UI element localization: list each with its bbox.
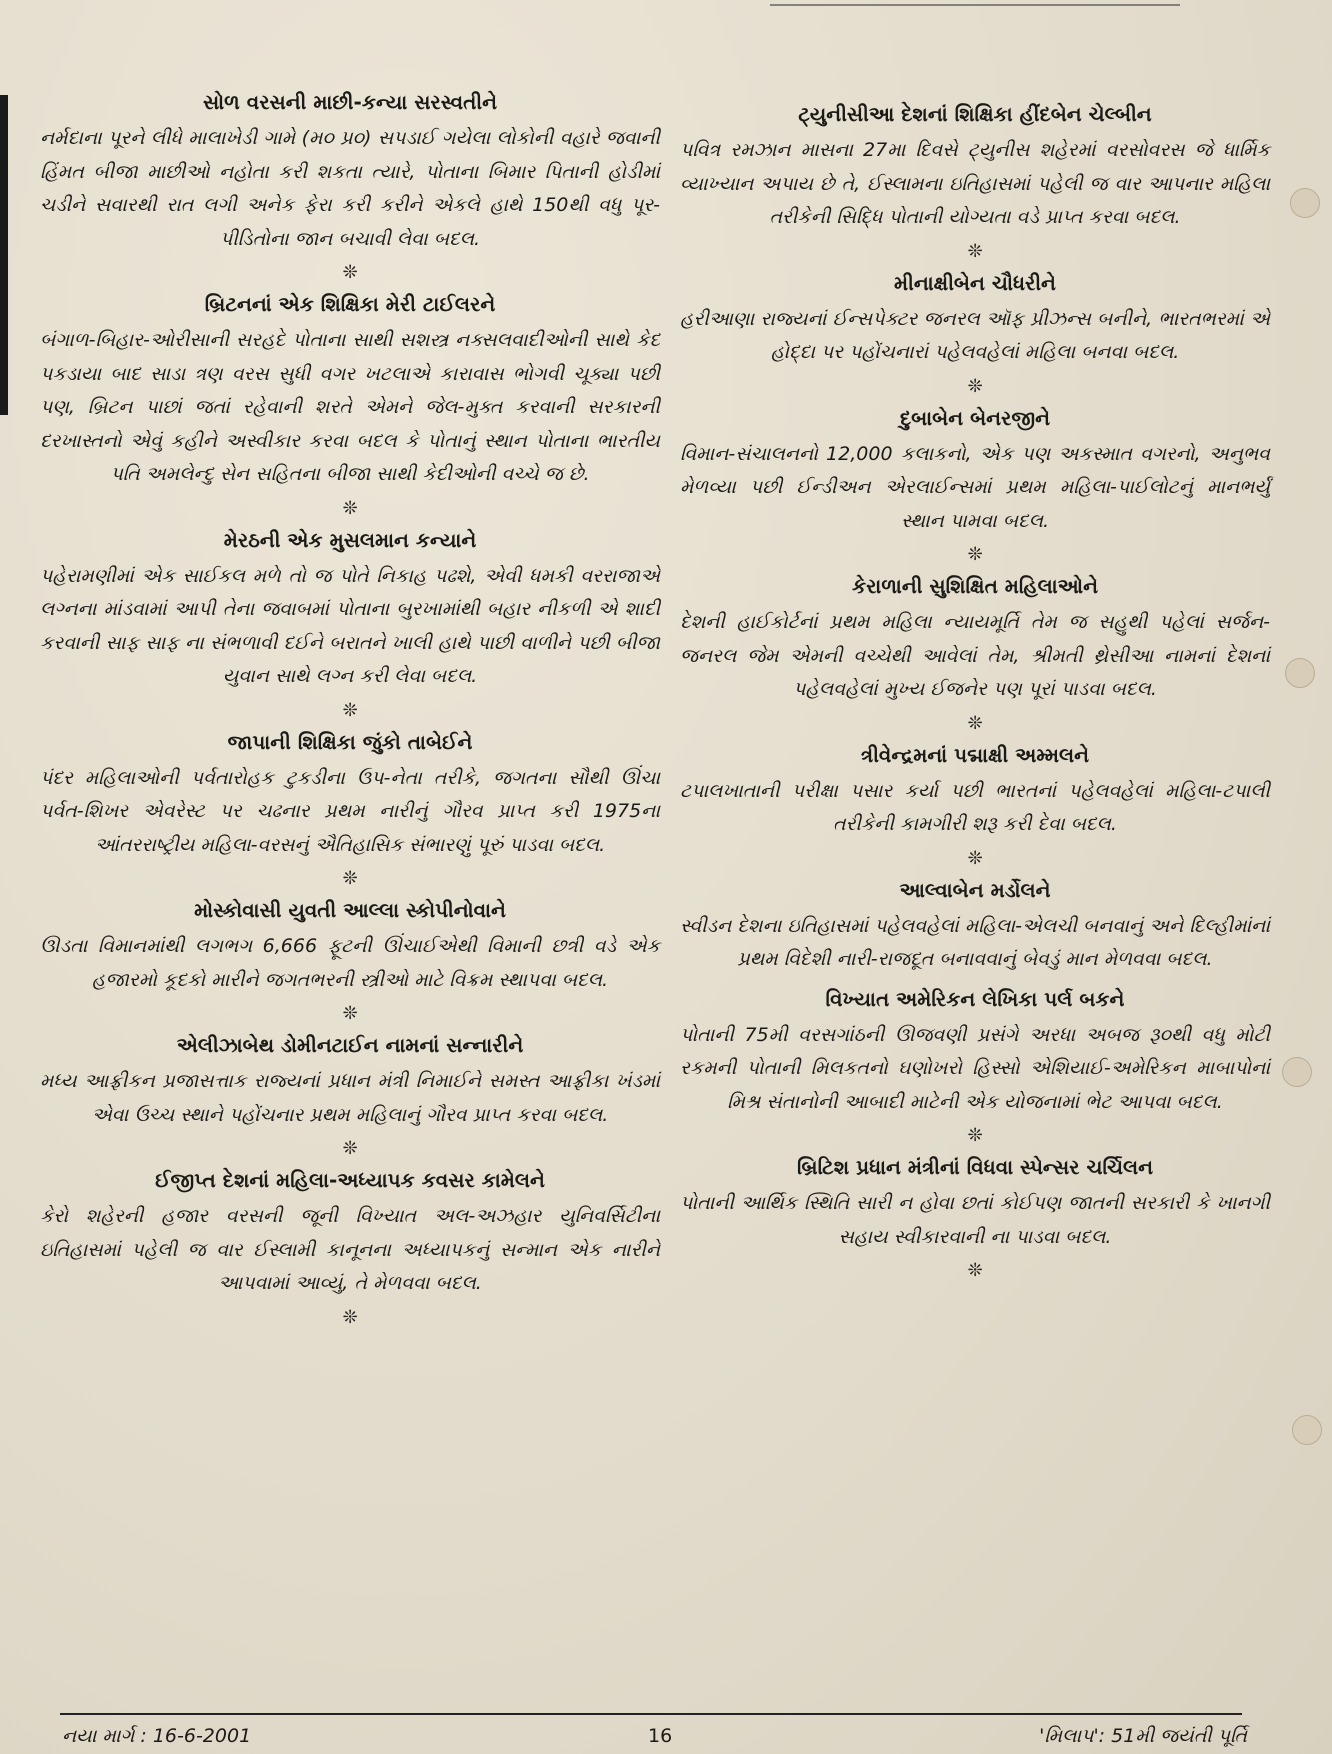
article-heading: બ્રિટિશ પ્રધાન મંત્રીનાં વિધવા સ્પેન્સર ચર્ચિલન (796, 1155, 1153, 1179)
separator-ornament: ❊ (967, 847, 983, 869)
paper-hole-mark (1292, 1415, 1322, 1445)
article-body: મધ્ય આફ્રીકન પ્રજાસત્તાક રાજ્યનાં પ્રધાન મંત્રી નિમાઈને સમસ્ત આફ્રીકા ખંડમાં એવા ઉચ્ચ સ્થાને પહોંચનાર પ્રથમ મહિલાનું ગૌરવ પ્રાપ્ત કરવા બદલ. (40, 1070, 660, 1126)
article-body: નર્મદાના પૂરને લીધે માલાખેડી ગામે (મ૦ પ્ર૦) સપડાઈ ગયેલા લોકોની વહારે જવાની હિંમત બીજા માછીઓ નહોતા કરી શકતા ત્યારે, પોતાના બિમાર પિતાની હોડીમાં ચડીને સવારથી રાત લગી અનેક ફેરા કરી કરીને એકલે હાથે 150થી વધુ પૂર-પીડિતોના જાન બચાવી લેવા બદલ. (40, 127, 660, 250)
article-item (40, 730, 660, 863)
article-heading: દુબાબેન બેનરજીને (900, 405, 1050, 430)
separator-ornament: ❊ (342, 497, 358, 519)
article-item (40, 898, 660, 997)
article-heading: આલ્વાબેન મર્ડોલને (899, 877, 1051, 902)
article-item (40, 90, 660, 256)
article-heading: મોસ્કોવાસી યુવતી આલ્લા સ્કોપીનોવાને (194, 898, 506, 922)
separator-ornament: ❊ (342, 1138, 358, 1159)
footer-rule (60, 1713, 1242, 1715)
article-body: દેશની હાઈકોર્ટનાં પ્રથમ મહિલા ન્યાયમૂર્તિ તેમ જ સહુથી પહેલાં સર્જન-જનરલ જેમ એમની વચ્ચેથી આવેલાં તેમ, શ્રીમતી થ્રેસીઆ નામનાં દેશનાં પહેલવહેલાં મુખ્ય ઈજનેર પણ પૂરાં પાડવા બદલ. (680, 611, 1270, 700)
article-item (40, 292, 660, 492)
article-body: પવિત્ર રમઝાન માસના 27મા દિવસે ટ્યુનીસ શહેરમાં વરસોવરસ જે ધાર્મિક વ્યાખ્યાન અપાય છે તે, ઈસ્લામના ઇતિહાસમાં પહેલી જ વાર આપનાર મહિલા તરીકેની સિદ્ધિ પોતાની યોગ્યતા વડે પ્રાપ્ત કરવા બદલ. (680, 139, 1270, 228)
article-item (680, 271, 1270, 370)
article-body: પોતાની 75મી વરસગાંઠની ઊજવણી પ્રસંગે અરધા અબજ રૂ૦થી વધુ મોટી રકમની પોતાની મિલકતનો ઘણોખરો હિસ્સો એશિયાઈ-અમેરિકન માબાપોનાં મિશ્ર સંતાનોની આબાદી માટેની એક યોજનામાં ભેટ આપવા બદલ. (680, 1023, 1270, 1113)
footer-publication-date: નયા માર્ગ : 16-6-2001 (62, 1725, 252, 1747)
separator-ornament: ❊ (342, 699, 358, 721)
footer-publication-title: 'મિલાપ': 51મી જયંતી પૂર્તિ (1039, 1725, 1247, 1747)
article-heading: ત્રીવેન્દ્રમનાં પદ્માક્ષી અમ્મલને (860, 742, 1090, 767)
left-column (40, 90, 660, 1337)
article-item (680, 574, 1270, 707)
article-heading: બ્રિટનનાં એક શિક્ષિકા મેરી ટાઈલરને (204, 292, 496, 316)
separator-ornament: ❊ (342, 1003, 358, 1024)
separator-ornament: ❊ (967, 375, 983, 397)
article-body: કેરો શહેરની હજાર વરસની જૂની વિખ્યાત અલ-અઝહાર યુનિવર્સિટીના ઇતિહાસમાં પહેલી જ વાર ઈસ્લામી કાનૂનના અધ્યાપકનું સન્માન એક નારીને આપવામાં આવ્યું, તે મેળવવા બદલ. (40, 1205, 660, 1294)
article-body: પહેરામણીમાં એક સાઈકલ મળે તો જ પોતે નિકાહ પઢશે, એવી ધમકી વરરાજાએ લગ્નના માંડવામાં આપી તેના જવાબમાં પોતાના બુરખામાંથી બહાર નીકળી એ શાદી કરવાની સાફ સાફ ના સંભળાવી દઈને બરાતને ખાલી હાથે પાછી વાળીને પછી બીજા યુવાન સાથે લગ્ન કરી લેવા બદલ. (40, 564, 660, 687)
article-item (680, 102, 1270, 235)
separator-ornament: ❊ (342, 1306, 358, 1328)
separator-ornament: ❊ (967, 712, 983, 734)
scan-edge-shadow (0, 95, 8, 415)
article-body: સ્વીડન દેશના ઇતિહાસમાં પહેલવહેલાં મહિલા-એલચી બનવાનું અને દિલ્હીમાંનાં પ્રથમ વિદેશી નારી-રાજદૂત બનાવવાનું બેવડું માન મેળવવા બદલ. (680, 914, 1270, 970)
article-heading: ઈજીપ્ત દેશનાં મહિલા-અધ્યાપક કવસર કામેલને (155, 1168, 545, 1192)
separator-ornament: ❊ (967, 544, 983, 565)
article-body: બંગાળ-બિહાર-ઓરીસાની સરહદે પોતાના સાથી સશસ્ત્ર નક્સલવાદીઓની સાથે કેદ પકડાયા બાદ સાડા ત્રણ વરસ સુધી વગર ખટલાએ કારાવાસ ભોગવી ચૂક્યા પછી પણ, બ્રિટન પાછાં જતાં રહેવાની શરતે એમને જેલ-મુક્ત કરવાની સરકારની દરખાસ્તનો એવું કહીને અસ્વીકાર કરવા બદલ કે પોતાનું સ્થાન પોતાના ભારતીય પતિ અમલેન્દુ સેન સહિતના બીજા સાથી કેદીઓની વચ્ચે જ છે. (40, 329, 660, 485)
article-body: ટપાલખાતાની પરીક્ષા પસાર કર્યા પછી ભારતનાં પહેલવહેલાં મહિલા-ટપાલી તરીકેની કામગીરી શરૂ કરી દેવા બદલ. (680, 779, 1270, 835)
article-item (680, 987, 1270, 1120)
article-item (680, 878, 1270, 977)
article-body: પોતાની આર્થિક સ્થિતિ સારી ન હોવા છતાં કોઈપણ જાતની સરકારી કે ખાનગી સહાય સ્વીકારવાની ના પાડવા બદલ. (680, 1192, 1270, 1248)
article-heading: એલીઝાબેથ ડોમીનટાઈન નામનાં સન્નારીને (176, 1033, 524, 1057)
top-rule (770, 4, 1180, 6)
article-body: હરીઆણા રાજ્યનાં ઈન્સપેક્ટર જનરલ ઑફ પ્રીઝન્સ બનીને, ભારતભરમાં એ હોદ્દા પર પહોંચનારાં પહેલવહેલાં મહિલા બનવા બદલ. (680, 307, 1270, 363)
page-number: 16 (648, 1725, 673, 1747)
article-heading: મીનાક્ષીબેન ચૌધરીને (894, 270, 1056, 295)
article-heading: કેરાળાની સુશિક્ષિત મહિલાઓને (851, 574, 1099, 598)
article-item (680, 743, 1270, 842)
paper-hole-mark (1282, 1057, 1312, 1087)
article-item (680, 1155, 1270, 1254)
separator-ornament: ❊ (342, 262, 358, 283)
article-heading: ટ્યુનીસીઆ દેશનાં શિક્ષિકા હીંદબેન ચેલ્બીન (798, 102, 1152, 126)
article-heading: સોળ વરસની માછી-કન્યા સરસ્વતીને (202, 90, 497, 114)
separator-ornament: ❊ (342, 868, 358, 889)
paper-hole-mark (1285, 658, 1315, 688)
separator-ornament: ❊ (967, 240, 983, 262)
separator-ornament: ❊ (967, 1260, 983, 1281)
article-item (40, 1168, 660, 1301)
article-item (40, 1033, 660, 1132)
article-body: પંદર મહિલાઓની પર્વતારોહક ટુકડીના ઉપ-નેતા તરીકે, જગતના સૌથી ઊંચા પર્વત-શિખર એવરેસ્ટ પર ચઢનાર પ્રથમ નારીનું ગૌરવ પ્રાપ્ત કરી 1975ના આંતરરાષ્ટ્રીય મહિલા-વરસનું ઐતિહાસિક સંભારણું પૂરું પાડવા બદલ. (40, 766, 660, 856)
article-heading: વિખ્યાત અમેરિકન લેખિકા પર્લ બકને (825, 986, 1125, 1011)
article-heading: મેરઠની એક મુસલમાન કન્યાને (223, 527, 477, 552)
article-item (680, 406, 1270, 539)
right-column (680, 102, 1270, 1290)
article-body: ઊડતા વિમાનમાંથી લગભગ 6,666 ફૂટની ઊંચાઈએથી વિમાની છત્રી વડે એક હજારમો કૂદકો મારીને જગતભરની સ્ત્રીઓ માટે વિક્રમ સ્થાપવા બદલ. (40, 935, 660, 991)
separator-ornament: ❊ (967, 1125, 983, 1146)
article-item (40, 528, 660, 694)
paper-hole-mark (1290, 188, 1320, 218)
article-heading: જાપાની શિક્ષિકા જુંકો તાબેઈને (227, 729, 473, 754)
article-body: વિમાન-સંચાલનનો 12,000 કલાકનો, એક પણ અકસ્માત વગરનો, અનુભવ મેળવ્યા પછી ઈન્ડીઅન એરલાઈન્સમાં પ્રથમ મહિલા-પાઈલોટનું માનભર્યું સ્થાન પામવા બદલ. (680, 442, 1270, 532)
